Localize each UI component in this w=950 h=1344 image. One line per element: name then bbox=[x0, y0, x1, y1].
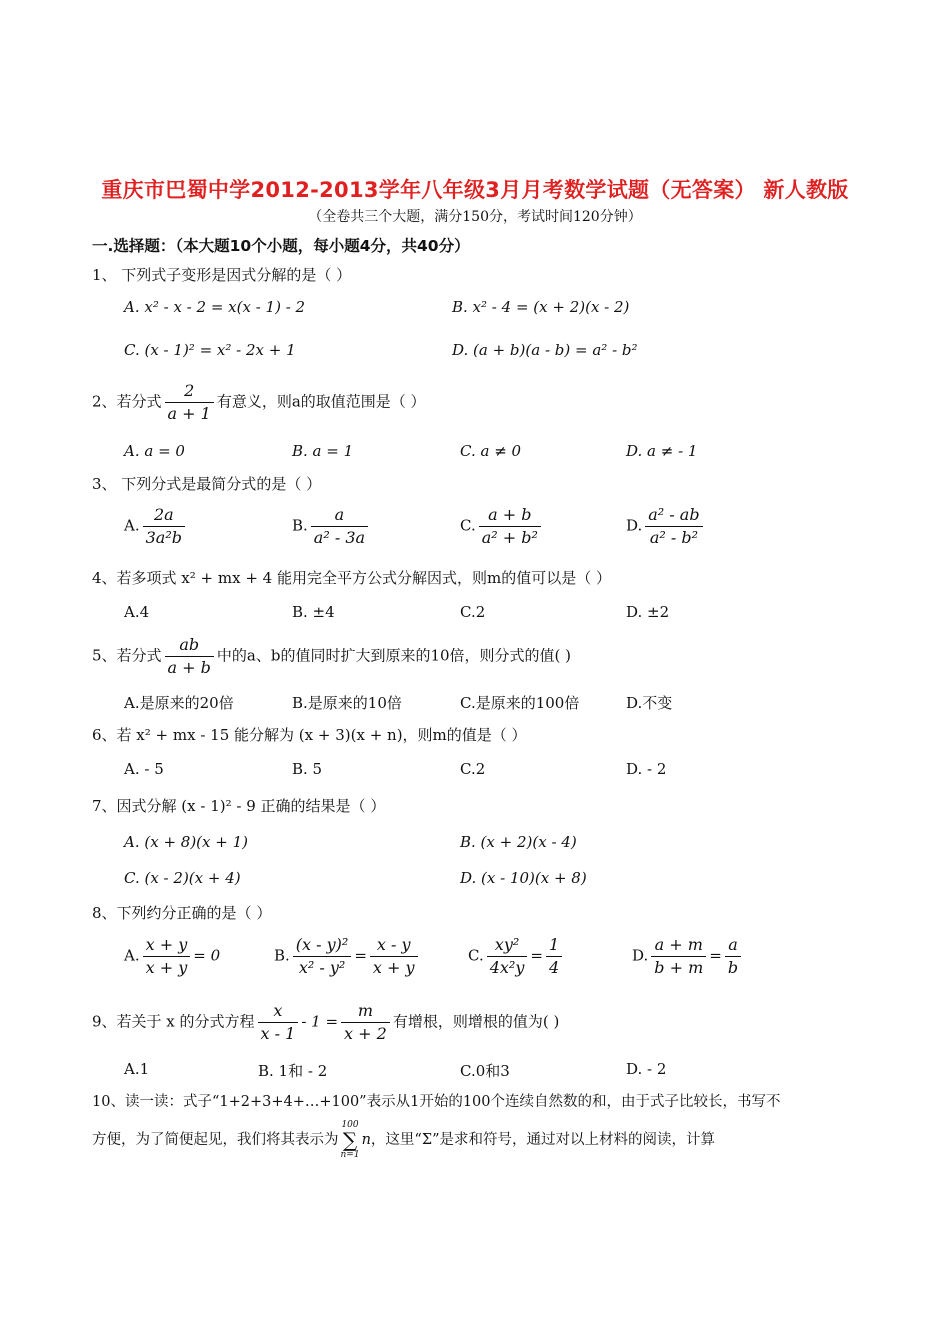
fraction-numerator: a² - ab bbox=[645, 504, 702, 527]
question-2-post: 有意义，则a的取值范围是（ ） bbox=[216, 392, 426, 411]
option-label: B. bbox=[292, 516, 308, 535]
fraction-denominator: b + m bbox=[654, 958, 704, 977]
question-7-option-d: D. (x - 10)(x + 8) bbox=[460, 869, 587, 887]
fraction-denominator: 4 bbox=[548, 958, 560, 977]
question-1-option-d: D. (a + b)(a - b) = a² - b² bbox=[452, 341, 638, 359]
exam-subtitle: （全卷共三个大题，满分150分，考试时间120分钟） bbox=[308, 209, 642, 225]
question-8-option-c: C. $\frac{\text{xy²}}{\text{4x²y}}$ = $\frac{1}{4}$ bbox=[468, 934, 565, 979]
question-1-option-a: A. x² - x - 2 = x(x - 1) - 2 bbox=[124, 298, 306, 316]
question-3-option-a bbox=[124, 504, 188, 549]
fraction-numerator: x bbox=[258, 1000, 299, 1023]
question-9-pre: 9、若关于 x 的分式方程 bbox=[92, 1012, 255, 1031]
question-5-option-d: D.不变 bbox=[626, 694, 673, 712]
fraction-denominator: a + 1 bbox=[167, 404, 211, 423]
question-2-option-b: B. a = 1 bbox=[292, 442, 354, 460]
question-10-line-2-pre: 方便，为了简便起见，我们将其表示为 bbox=[92, 1132, 339, 1148]
fraction-denominator: a² + b² bbox=[481, 528, 538, 547]
question-10-line-2-post: ，这里“Σ”是求和符号，通过对以上材料的阅读，计算 bbox=[370, 1132, 715, 1148]
equation-rhs: = 0 bbox=[193, 946, 221, 965]
fraction-numerator: m bbox=[341, 1000, 390, 1023]
question-6-option-a: A. - 5 bbox=[124, 760, 164, 778]
question-8-stem: 8、下列约分正确的是（ ） bbox=[92, 904, 272, 922]
question-3-option-c bbox=[460, 504, 544, 549]
section-heading: 一.选择题：（本大题10个小题，每小题4分，共40分） bbox=[92, 237, 470, 255]
question-10-line-2 bbox=[92, 1120, 715, 1160]
fraction-denominator: x + y bbox=[145, 958, 188, 977]
fraction-denominator: a² - 3a bbox=[313, 528, 366, 547]
fraction-denominator: x + y bbox=[372, 958, 415, 977]
fraction-numerator: a + b bbox=[479, 504, 541, 527]
question-5-post: 中的a、b的值同时扩大到原来的10倍，则分式的值( ) bbox=[216, 646, 572, 665]
question-5-option-c: C.是原来的100倍 bbox=[460, 694, 580, 712]
question-2-stem bbox=[92, 380, 426, 425]
question-5-pre: 5、若分式 bbox=[92, 646, 162, 665]
fraction-numerator: x + y bbox=[143, 934, 191, 957]
question-6-option-d: D. - 2 bbox=[626, 760, 667, 778]
option-label: A. bbox=[124, 946, 140, 965]
question-9-option-a: A.1 bbox=[124, 1060, 150, 1078]
question-9-option-b: B. 1和 - 2 bbox=[258, 1062, 328, 1080]
option-label: D. bbox=[626, 516, 643, 535]
fraction-denominator: x + 2 bbox=[344, 1024, 387, 1043]
fraction-denominator: 3a²b bbox=[145, 528, 182, 547]
question-4-option-b: B. ±4 bbox=[292, 603, 335, 621]
fraction-numerator: a + m bbox=[651, 934, 706, 957]
fraction-denominator: b bbox=[727, 958, 739, 977]
question-6-option-b: B. 5 bbox=[292, 760, 323, 778]
question-5-option-a: A.是原来的20倍 bbox=[124, 694, 234, 712]
question-1-option-b: B. x² - 4 = (x + 2)(x - 2) bbox=[452, 298, 630, 316]
fraction-numerator: xy² bbox=[487, 934, 528, 957]
question-3-stem: 3、 下列分式是最简分式的是（ ） bbox=[92, 475, 322, 493]
question-2-option-a: A. a = 0 bbox=[124, 442, 185, 460]
option-label: D. bbox=[632, 946, 649, 965]
fraction-denominator: 4x²y bbox=[489, 958, 525, 977]
fraction-denominator: a + b bbox=[167, 658, 211, 677]
question-5-fraction bbox=[165, 634, 214, 679]
question-10-line-1: 10、读一读：式子“1+2+3+4+…+100”表示从1开始的100个连续自然数的和，由于式子比较长，书写不 bbox=[92, 1094, 781, 1110]
question-8-option-b: B. $\frac{\text{(x - y)²}}{\text{x² - y²}}$ = $\frac{x - y}{x + y}$ bbox=[274, 934, 421, 979]
summation-upper-limit: 100 bbox=[341, 1120, 359, 1130]
question-2-option-c: C. a ≠ 0 bbox=[460, 442, 522, 460]
option-label: A. bbox=[124, 516, 140, 535]
question-8-option-d: D. $\frac{a + m}{b + m}$ = $\frac{a}{b}$ bbox=[632, 934, 744, 979]
question-1-stem: 1、 下列式子变形是因式分解的是（ ） bbox=[92, 266, 352, 284]
question-9-post: 有增根，则增根的值为( ) bbox=[392, 1012, 560, 1031]
question-6-stem: 6、若 x² + mx - 15 能分解为 (x + 3)(x + n)，则m的值是（ ） bbox=[92, 726, 527, 744]
question-5-option-b: B.是原来的10倍 bbox=[292, 694, 402, 712]
summation-variable: n bbox=[361, 1132, 371, 1148]
fraction-denominator: x² - y² bbox=[298, 958, 346, 977]
fraction-numerator: a bbox=[311, 504, 368, 527]
question-9-option-d: D. - 2 bbox=[626, 1060, 667, 1078]
fraction-numerator: x - y bbox=[370, 934, 418, 957]
fraction-numerator: 1 bbox=[546, 934, 562, 957]
option-label: C. bbox=[460, 516, 476, 535]
fraction-denominator: a² - b² bbox=[649, 528, 699, 547]
fraction-numerator: ab bbox=[165, 634, 214, 657]
question-7-option-b: B. (x + 2)(x - 4) bbox=[460, 833, 577, 851]
exam-title: 重庆市巴蜀中学2012-2013学年八年级3月月考数学试题（无答案） 新人教版 bbox=[101, 178, 849, 202]
question-7-stem: 7、因式分解 (x - 1)² - 9 正确的结果是（ ） bbox=[92, 797, 386, 815]
question-7-option-a: A. (x + 8)(x + 1) bbox=[124, 833, 248, 851]
equation-middle: - 1 = bbox=[301, 1012, 339, 1031]
question-2-option-d: D. a ≠ - 1 bbox=[626, 442, 698, 460]
question-9-stem bbox=[92, 1000, 559, 1045]
fraction-denominator: x - 1 bbox=[260, 1024, 296, 1043]
question-2-fraction bbox=[165, 380, 214, 425]
question-4-option-d: D. ±2 bbox=[626, 603, 670, 621]
question-3-option-d bbox=[626, 504, 706, 549]
fraction-numerator: a bbox=[725, 934, 741, 957]
fraction-numerator: 2a bbox=[143, 504, 185, 527]
question-4-option-c: C.2 bbox=[460, 603, 486, 621]
question-4-stem: 4、若多项式 x² + mx + 4 能用完全平方公式分解因式，则m的值可以是（ ） bbox=[92, 569, 611, 587]
question-2-pre: 2、若分式 bbox=[92, 392, 162, 411]
question-3-option-b bbox=[292, 504, 371, 549]
summation-lower-limit: n=1 bbox=[340, 1150, 360, 1160]
summation-symbol bbox=[341, 1120, 360, 1160]
fraction-numerator: 2 bbox=[165, 380, 214, 403]
summation-sigma: ∑ bbox=[342, 1128, 358, 1152]
question-4-option-a: A.4 bbox=[124, 603, 150, 621]
question-1-option-c: C. (x - 1)² = x² - 2x + 1 bbox=[124, 341, 296, 359]
question-9-option-c: C.0和3 bbox=[460, 1062, 510, 1080]
question-6-option-c: C.2 bbox=[460, 760, 486, 778]
question-8-option-a bbox=[124, 934, 220, 979]
option-label: C. bbox=[468, 946, 484, 965]
question-7-option-c: C. (x - 2)(x + 4) bbox=[124, 869, 241, 887]
question-5-stem bbox=[92, 634, 571, 679]
fraction-numerator: (x - y)² bbox=[293, 934, 352, 957]
option-label: B. bbox=[274, 946, 290, 965]
